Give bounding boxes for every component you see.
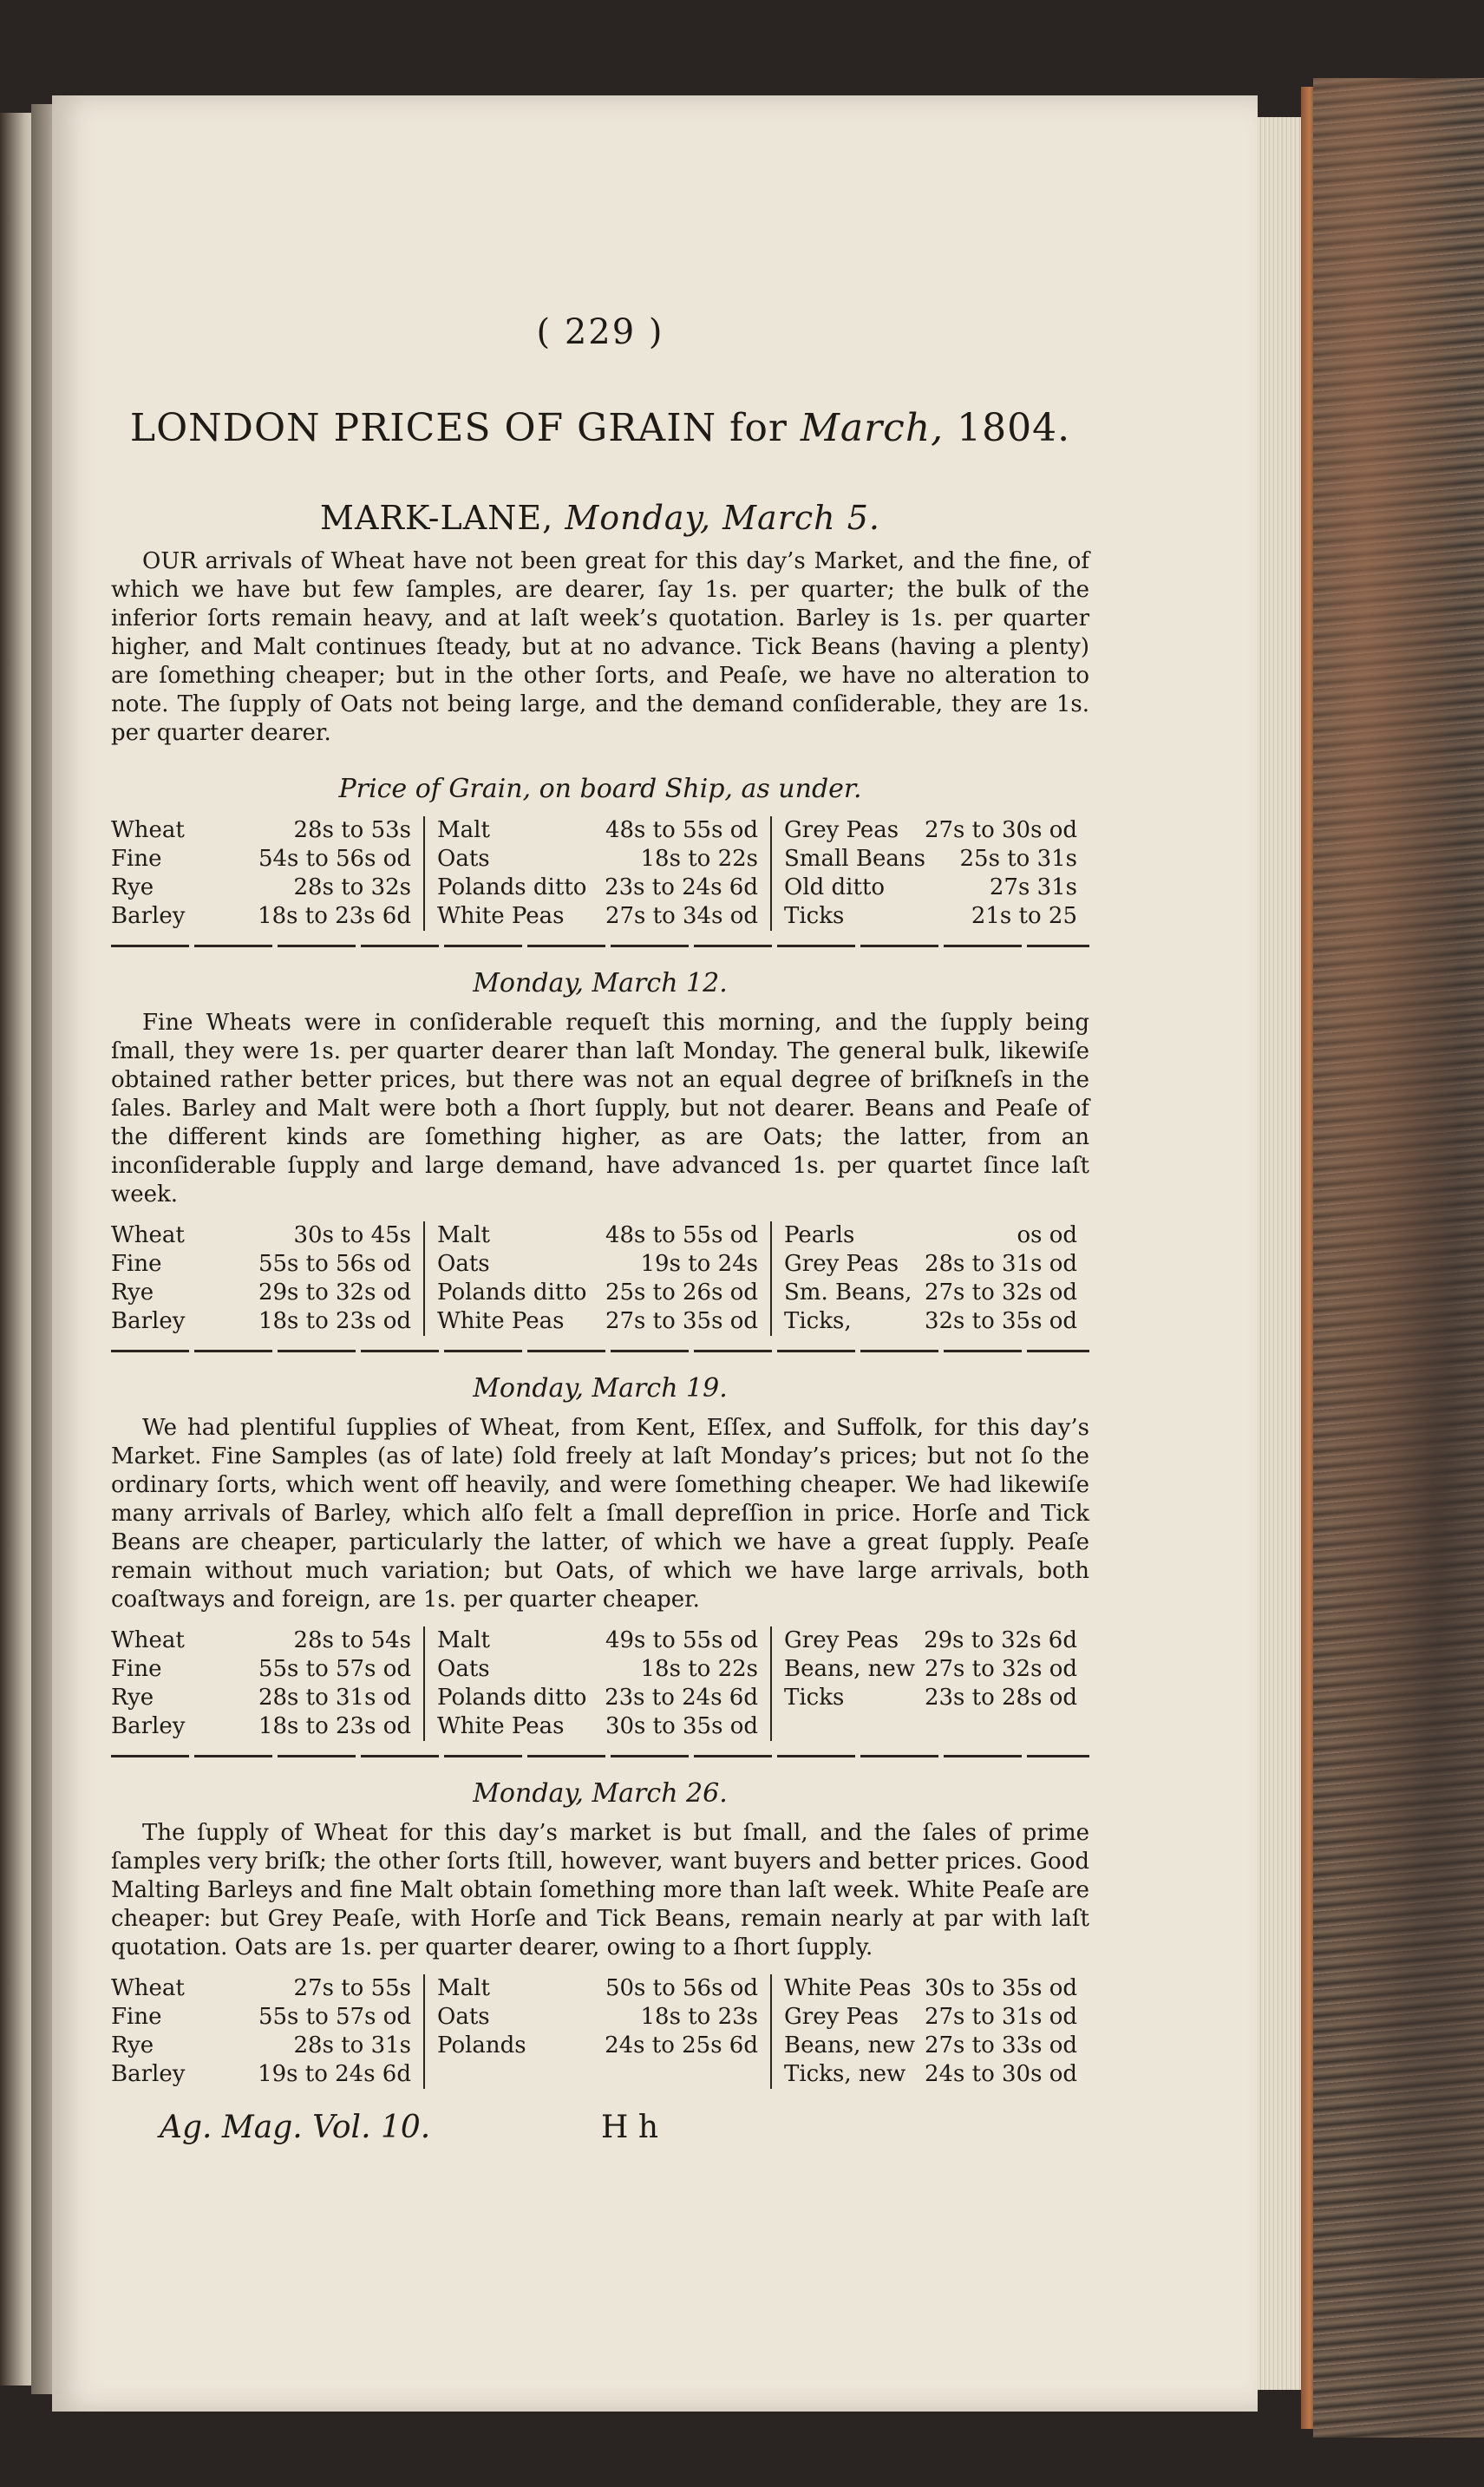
market-section [111, 547, 1089, 947]
grain-price: 29s to 32s od [258, 1279, 411, 1306]
grain-price: 48s to 55s od [605, 1222, 758, 1248]
price-row [784, 1626, 1077, 1655]
price-row [784, 1221, 1077, 1250]
price-row [437, 902, 758, 931]
price-table [111, 1221, 1089, 1336]
grain-price: 55s to 57s od [258, 2004, 411, 2030]
grain-price: 27s to 34s od [605, 903, 758, 929]
grain-price: 30s to 35s od [924, 1975, 1077, 2001]
page-number: ( 229 ) [536, 312, 664, 352]
grain-price: 23s to 24s 6d [605, 874, 758, 900]
grain-name: Grey Peas [784, 2004, 899, 2030]
price-row [111, 1655, 411, 1684]
price-row [784, 2060, 1077, 2089]
page-title [111, 406, 1089, 450]
grain-price: 28s to 31s od [924, 1251, 1077, 1277]
price-table [111, 816, 1089, 931]
grain-price: 48s to 55s od [605, 817, 758, 843]
price-row [111, 816, 411, 845]
price-row [437, 1626, 758, 1655]
grain-name: Rye [111, 1279, 154, 1306]
price-row [111, 1684, 411, 1712]
market-report: The ſupply of Wheat for this day’s market is but ſmall, and the ſales of prime ſamples very briſk; the other ſorts ſtill, however, want buyers and better prices. Good Malting Barleys and fine Malt obtain ſomething more than laſt week. White Peaſe are cheaper: but Grey Peaſe, with Horſe and Tick Beans, remain nearly at par with laſt quotation. Oats are 1s. per quarter dearer, owing to a ſhort ſupply. [111, 1820, 1089, 1960]
section-heading: Monday, March 12. [473, 968, 728, 998]
grain-name: Oats [437, 2004, 490, 2030]
section-rule [111, 945, 1089, 947]
price-row [111, 2003, 411, 2032]
price-column [770, 816, 1089, 931]
price-row [784, 1307, 1077, 1336]
grain-price: 32s to 35s od [924, 1308, 1077, 1334]
grain-name: Malt [437, 817, 490, 843]
grain-price: 50s to 56s od [605, 1975, 758, 2001]
grain-price: 54s to 56s od [258, 846, 411, 872]
price-row [784, 874, 1077, 902]
price-row [111, 2060, 411, 2089]
grain-price: 27s to 35s od [605, 1308, 758, 1334]
grain-name: White Peas [784, 1975, 912, 2001]
grain-name: Malt [437, 1627, 490, 1653]
price-row [784, 1974, 1077, 2003]
grain-name: Beans, new [784, 1656, 915, 1682]
page-footer [111, 2110, 1089, 2153]
price-table [111, 1626, 1089, 1741]
grain-name: Wheat [111, 1222, 185, 1248]
price-row [111, 1712, 411, 1741]
grain-name: Barley [111, 903, 186, 929]
grain-name: Wheat [111, 1627, 185, 1653]
price-row [111, 2032, 411, 2060]
grain-name: Ticks [784, 1685, 845, 1711]
price-row [784, 1250, 1077, 1279]
grain-name: Barley [111, 1308, 186, 1334]
grain-name: Polands ditto [437, 1279, 587, 1306]
price-column [423, 1221, 770, 1336]
price-row [784, 902, 1077, 931]
grain-name: Polands [437, 2032, 526, 2058]
market-report: Fine Wheats were in conſiderable requeſt this morning, and the ſupply being ſmall, they were 1s. per quarter dearer than laſt Monday. The general bulk, likewiſe obtained rather better prices, but there was not an equal degree of briſkneſs in the ſales. Barley and Malt were both a ſhort ſupply, but not dearer. Beans and Peaſe of the different kinds are ſomething higher, as are Oats; the latter, from an inconſiderable ſupply and large demand, have advanced 1s. per quartet ſince laſt week. [111, 1010, 1089, 1208]
grain-name: Oats [437, 846, 490, 872]
left-page-edge [0, 113, 35, 2386]
price-row [784, 845, 1077, 874]
price-row [437, 845, 758, 874]
grain-name: Grey Peas [784, 817, 899, 843]
price-row [111, 1221, 411, 1250]
grain-price: 28s to 53s [293, 817, 411, 843]
price-row [437, 1279, 758, 1307]
price-row [784, 2032, 1077, 2060]
grain-name: Fine [111, 846, 162, 872]
price-row [111, 1307, 411, 1336]
grain-price: 28s to 31s [293, 2032, 411, 2058]
grain-name: White Peas [437, 1308, 565, 1334]
grain-name: Grey Peas [784, 1251, 899, 1277]
price-column [111, 816, 423, 931]
price-row [111, 845, 411, 874]
grain-name: Fine [111, 1656, 162, 1682]
grain-name: Fine [111, 2004, 162, 2030]
gathering-mark: H h [601, 2110, 659, 2145]
price-row [111, 902, 411, 931]
grain-price: 28s to 32s [293, 874, 411, 900]
market-section [111, 1373, 1089, 1757]
grain-name: Sm. Beans, [784, 1279, 912, 1306]
price-row [437, 1712, 758, 1741]
grain-price: 27s to 31s od [924, 2004, 1077, 2030]
price-row [111, 874, 411, 902]
price-column [111, 1221, 423, 1336]
grain-name: Wheat [111, 817, 185, 843]
grain-price: os od [1017, 1222, 1077, 1248]
grain-price: 55s to 56s od [258, 1251, 411, 1277]
grain-price: 18s to 23s od [258, 1308, 411, 1334]
price-row [437, 874, 758, 902]
grain-price: 24s to 30s od [924, 2061, 1077, 2087]
price-row [437, 2003, 758, 2032]
grain-name: Wheat [111, 1975, 185, 2001]
price-row [784, 2003, 1077, 2032]
grain-price: 19s to 24s 6d [258, 2061, 411, 2087]
grain-name: Rye [111, 1685, 154, 1711]
price-row [437, 1250, 758, 1279]
grain-price: 25s to 31s [959, 846, 1077, 872]
grain-price: 49s to 55s od [605, 1627, 758, 1653]
grain-price: 27s 31s [989, 874, 1077, 900]
price-row [784, 1655, 1077, 1684]
grain-name: Grey Peas [784, 1627, 899, 1653]
grain-price: 23s to 28s od [924, 1685, 1077, 1711]
price-row [437, 816, 758, 845]
section-heading: Monday, March 26. [473, 1778, 728, 1809]
price-row [111, 1626, 411, 1655]
section-rule [111, 1350, 1089, 1352]
marbled-cover [1313, 78, 1484, 2438]
price-row [784, 1279, 1077, 1307]
market-name: MARK-LANE, [320, 499, 565, 537]
grain-price: 18s to 22s [640, 1656, 758, 1682]
price-row [437, 1684, 758, 1712]
price-row [437, 1221, 758, 1250]
price-row [111, 1279, 411, 1307]
text-column [111, 312, 1089, 2153]
grain-price: 25s to 26s od [605, 1279, 758, 1306]
grain-name: Polands ditto [437, 874, 587, 900]
grain-price: 18s to 22s [640, 846, 758, 872]
grain-name: Pearls [784, 1222, 855, 1248]
price-row [111, 1974, 411, 2003]
price-column [770, 1974, 1089, 2089]
price-row [784, 816, 1077, 845]
grain-name: Oats [437, 1251, 490, 1277]
grain-name: Beans, new [784, 2032, 915, 2058]
grain-price: 18s to 23s 6d [258, 903, 411, 929]
price-row [437, 2032, 758, 2060]
signature-mark: Ag. Mag. Vol. 10. [160, 2110, 431, 2145]
grain-price: 29s to 32s 6d [924, 1627, 1077, 1653]
grain-price: 24s to 25s 6d [605, 2032, 758, 2058]
market-section [111, 1778, 1089, 2089]
grain-name: Fine [111, 1251, 162, 1277]
market-report: We had plentiful ſupplies of Wheat, from Kent, Eſſex, and Suffolk, for this day’s Market. Fine Samples (as of late) ſold freely at laſt Monday’s prices; but not ſo the ordinary ſorts, which went off heavily, and were ſomething cheaper. We had likewiſe many arrivals of Barley, which alſo felt a ſmall depreſſion in price. Horſe and Tick Beans are cheaper, particularly the latter, of which we have a great ſupply. Peaſe remain without much variation; but Oats, of which we have large arrivals, both coaſtways and foreign, are 1s. per quarter cheaper. [111, 1415, 1089, 1613]
grain-price: 28s to 54s [293, 1627, 411, 1653]
market-section [111, 968, 1089, 1352]
grain-price: 55s to 57s od [258, 1656, 411, 1682]
grain-price: 30s to 45s [293, 1222, 411, 1248]
grain-name: Malt [437, 1975, 490, 2001]
price-column [111, 1626, 423, 1741]
market-heading [111, 499, 1089, 537]
section-rule [111, 1755, 1089, 1757]
grain-name: Oats [437, 1656, 490, 1682]
price-column [770, 1626, 1089, 1741]
price-row [784, 1684, 1077, 1712]
grain-name: Barley [111, 1713, 186, 1739]
grain-name: White Peas [437, 1713, 565, 1739]
market-report: OUR arrivals of Wheat have not been great for this day’s Market, and the fine, of which we have but few ſamples, are dearer, ſay 1s. per quarter; the bulk of the inferior ſorts remain heavy, and at laſt week’s quotation. Barley is 1s. per quarter higher, and Malt continues ſteady, but at no advance. Tick Beans (having a plenty) are ſomething cheaper; but in the other ſorts, and Peaſe, we have no alteration to note. The ſupply of Oats not being large, and the demand conſiderable, they are 1s. per quarter dearer. [111, 548, 1089, 746]
grain-price: 27s to 30s od [924, 817, 1077, 843]
price-column [423, 1974, 770, 2089]
price-column [111, 1974, 423, 2089]
grain-price: 18s to 23s od [258, 1713, 411, 1739]
price-column [423, 816, 770, 931]
grain-name: Polands ditto [437, 1685, 587, 1711]
grain-name: Rye [111, 2032, 154, 2058]
title-year: 1804. [944, 406, 1071, 450]
table-caption: Price of Grain, on board Ship, as under. [338, 774, 862, 804]
grain-price: 28s to 31s od [258, 1685, 411, 1711]
grain-price: 21s to 25 [971, 903, 1077, 929]
grain-name: Ticks [784, 903, 845, 929]
title-main: LONDON PRICES OF GRAIN for [129, 406, 801, 450]
grain-price: 27s to 32s od [924, 1656, 1077, 1682]
grain-price: 19s to 24s [640, 1251, 758, 1277]
price-row [437, 1655, 758, 1684]
grain-name: Malt [437, 1222, 490, 1248]
report-sections [111, 547, 1089, 2089]
title-month: March, [800, 406, 945, 450]
grain-name: Barley [111, 2061, 186, 2087]
price-column [770, 1221, 1089, 1336]
section-heading: Monday, March 19. [473, 1373, 728, 1404]
grain-name: Small Beans [784, 846, 925, 872]
grain-price: 27s to 33s od [924, 2032, 1077, 2058]
price-table [111, 1974, 1089, 2089]
price-column [423, 1626, 770, 1741]
market-date: Monday, March 5. [565, 499, 880, 537]
grain-name: Ticks, [784, 1308, 852, 1334]
price-row [437, 1974, 758, 2003]
price-row [111, 1250, 411, 1279]
grain-name: White Peas [437, 903, 565, 929]
price-row [437, 1307, 758, 1336]
grain-name: Rye [111, 874, 154, 900]
grain-price: 27s to 32s od [924, 1279, 1077, 1306]
grain-name: Old ditto [784, 874, 886, 900]
grain-price: 23s to 24s 6d [605, 1685, 758, 1711]
grain-price: 27s to 55s [293, 1975, 411, 2001]
grain-price: 18s to 23s [640, 2004, 758, 2030]
grain-price: 30s to 35s od [605, 1713, 758, 1739]
grain-name: Ticks, new [784, 2061, 906, 2087]
